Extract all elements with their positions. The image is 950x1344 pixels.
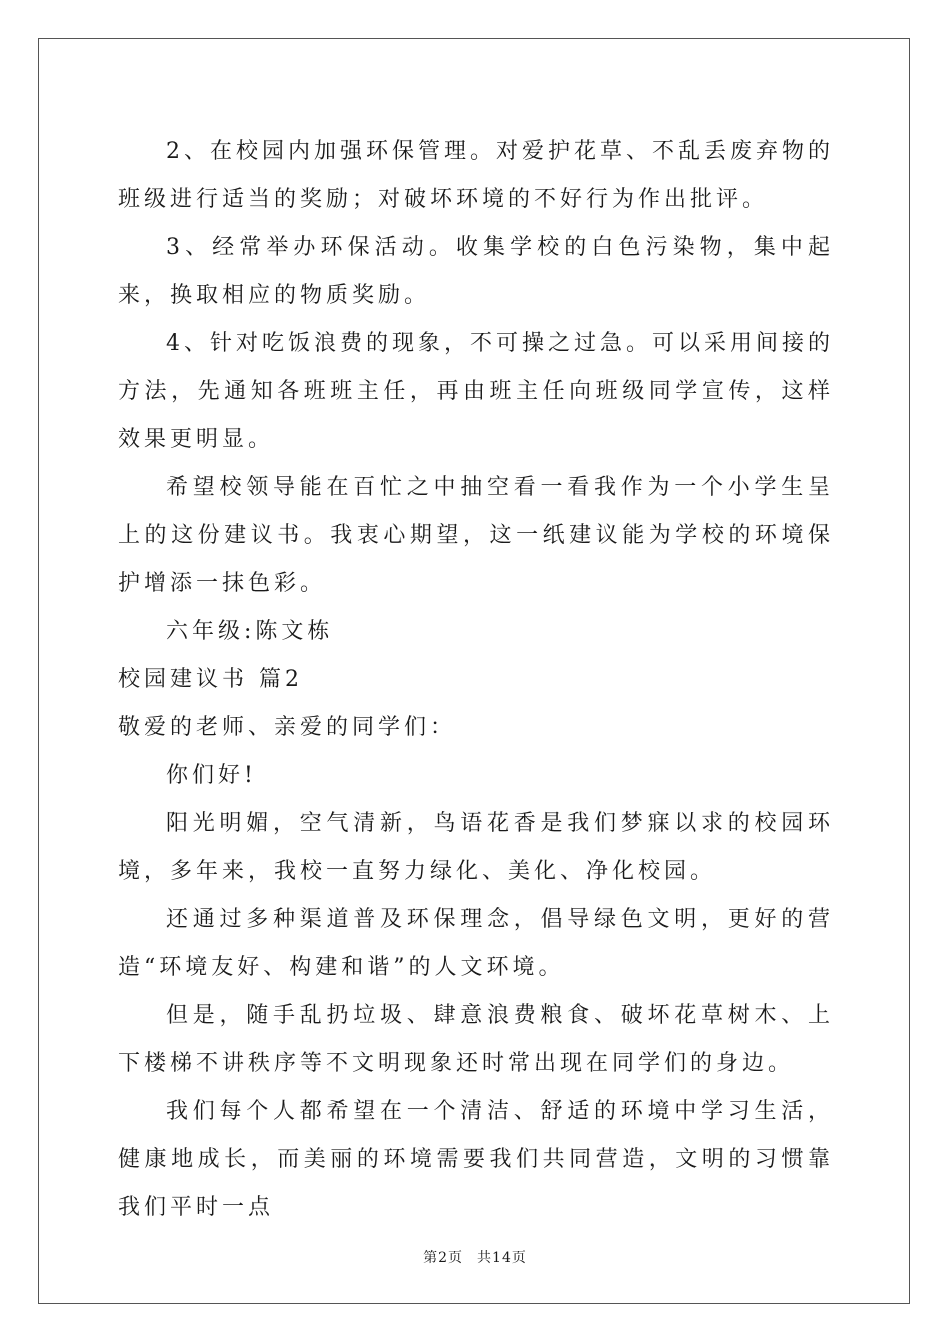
- page-total: 共14页: [477, 1250, 527, 1266]
- page-footer: [0, 1247, 950, 1267]
- paragraph-4: 希望校领导能在百忙之中抽空看一看我作为一个小学生呈上的这份建议书。我衷心期望，这一纸建议能为学校的环境保护增添一抹色彩。: [118, 475, 834, 596]
- paragraph-6: 还通过多种渠道普及环保理念，倡导绿色文明，更好的营造“环境友好、构建和谐”的人文环境。: [118, 907, 834, 980]
- paragraph-5: 阳光明媚，空气清新，鸟语花香是我们梦寐以求的校园环境，多年来，我校一直努力绿化、美化、净化校园。: [118, 811, 834, 884]
- section-heading: 校园建议书 篇2: [118, 667, 303, 692]
- document-body: [118, 128, 834, 1232]
- paragraph-8: 我们每个人都希望在一个清洁、舒适的环境中学习生活，健康地成长，而美丽的环境需要我们共同营造，文明的习惯靠我们平时一点: [118, 1099, 834, 1220]
- page-number: 第2页: [423, 1250, 464, 1266]
- paragraph-2: 3、经常举办环保活动。收集学校的白色污染物，集中起来，换取相应的物质奖励。: [118, 235, 834, 308]
- paragraph-3: 4、针对吃饭浪费的现象，不可操之过急。可以采用间接的方法，先通知各班班主任，再由班主任向班级同学宣传，这样效果更明显。: [118, 331, 834, 452]
- signature-line: 六年级:陈文栋: [166, 619, 334, 644]
- greeting: 你们好!: [166, 763, 257, 788]
- paragraph-7: 但是，随手乱扔垃圾、肆意浪费粮食、破坏花草树木、上下楼梯不讲秩序等不文明现象还时常出现在同学们的身边。: [118, 1003, 834, 1076]
- paragraph-1: 2、在校园内加强环保管理。对爱护花草、不乱丢废弃物的班级进行适当的奖励；对破坏环境的不好行为作出批评。: [118, 139, 834, 212]
- salutation: 敬爱的老师、亲爱的同学们：: [118, 715, 457, 740]
